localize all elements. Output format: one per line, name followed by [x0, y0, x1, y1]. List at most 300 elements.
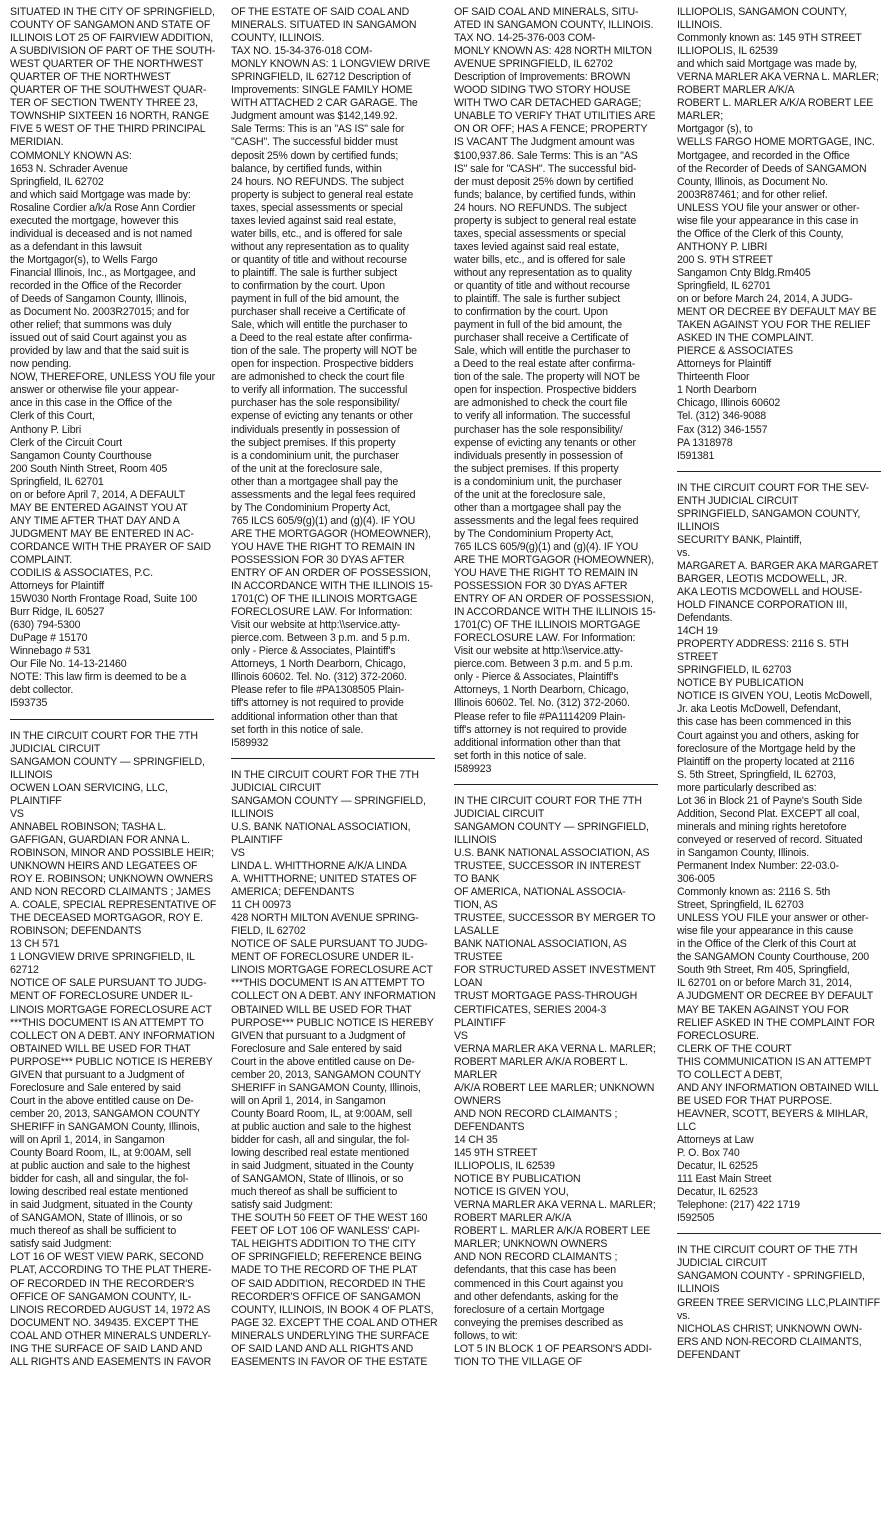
notice-line: Attorneys at Law: [677, 1133, 754, 1146]
notice-line: 15W030 North Frontage Road, Suite 100: [10, 593, 198, 606]
notice-line: of SANGAMON, State of Illinois, or so: [10, 1212, 183, 1225]
notice-line: and which said Mortgage was made by:: [10, 188, 191, 201]
notice-line: additional information other than that: [454, 736, 621, 749]
notice-line: ANY TIME AFTER THAT DAY AND A: [10, 514, 180, 527]
notice-line: VERNA MARLER AKA VERNA L. MARLER;: [677, 71, 879, 84]
notice-line: Description of Improvements: BROWN: [454, 71, 631, 84]
notice-line: pierce.com. Between 3 p.m. and 5 p.m.: [231, 632, 410, 645]
notice-line: PLAINTIFF: [231, 833, 283, 846]
notice-line: purchaser has the sole responsibility/: [454, 423, 623, 436]
notice-line: QUARTER OF THE NORTHWEST: [10, 71, 171, 84]
notice-line: UNLESS YOU file your answer or other-: [677, 201, 860, 214]
notice-line: UNLESS YOU FILE your answer or other-: [677, 912, 869, 925]
notice-line: of the Recorder of Deeds of SANGAMON: [677, 162, 867, 175]
notice-line: Tel. (312) 346-9088: [677, 410, 767, 423]
notice-line: taxes, special assessments or special: [454, 227, 626, 240]
notice-line: OF RECORDED IN THE RECORDER'S: [10, 1277, 195, 1290]
notice-line: SHERIFF in SANGAMON County, Illinois,: [231, 1081, 421, 1094]
notice-line: answer or otherwise file your appear-: [10, 384, 179, 397]
notice-line: LINDA L. WHITTHORNE A/K/A LINDA: [231, 860, 407, 872]
notice-line: COLLECT ON A DEBT. ANY INFORMATION: [10, 1029, 215, 1042]
notice-line: purchaser shall receive a Certificate of: [231, 306, 406, 319]
notice-line: bidder for cash, all and singular, the fol-: [231, 1133, 410, 1146]
notice-line: AND NON RECORD CLAIMANTS ;: [454, 1251, 618, 1264]
notice-line: LINOIS MORTGAGE FORECLOSURE ACT: [10, 1003, 212, 1016]
notice-line: OF SAID LAND AND ALL RIGHTS AND: [231, 1342, 414, 1355]
notice-line: ILLIOPOLIS, IL 62539: [454, 1160, 555, 1173]
notice-line: OF SAID COAL AND MINERALS, SITU-: [454, 6, 639, 18]
notice-line: GIVEN that pursuant to a Judgment of: [231, 1029, 406, 1042]
notice-line: tion of the sale. The property will NOT be: [231, 345, 417, 358]
notice-line: ENTRY OF AN ORDER OF POSSESSION,: [231, 567, 431, 580]
notice-line: Court against you and others, asking for: [677, 729, 859, 742]
notice-line: Telephone: (217) 422 1719: [677, 1199, 800, 1212]
notice-line: IN THE CIRCUIT COURT FOR THE 7TH: [10, 729, 198, 742]
notice-line: by The Condominium Property Act,: [454, 527, 614, 540]
notice-line: this case has been commenced in this: [677, 716, 852, 729]
notice-line: TION TO THE VILLAGE OF: [454, 1355, 582, 1368]
notice-line: THE DECEASED MORTGAGOR, ROY E.: [10, 912, 203, 925]
notice-line: Visit our website at http:\\service.atty-: [231, 619, 401, 632]
notice-line: FEET OF LOT 106 OF WANLESS' CAPI-: [231, 1225, 420, 1238]
notice-line: to verify all information. The successful: [454, 410, 631, 423]
notice-line: ING THE SURFACE OF SAID LAND AND: [10, 1342, 203, 1355]
notice-line: ON OR OFF; HAS A FENCE; PROPERTY: [454, 123, 648, 136]
notice-line: JUDGMENT MAY BE ENTERED IN AC-: [10, 527, 194, 540]
notice-line: AVENUE SPRINGFIELD, IL 62702: [454, 58, 613, 71]
notice-line: MAY BE TAKEN AGAINST YOU FOR: [677, 1003, 849, 1016]
notice-line: Defendants.: [677, 612, 733, 625]
notice-line: P. O. Box 740: [677, 1147, 740, 1160]
notice-line: I592505: [677, 1212, 715, 1225]
notice-line: A. COALE, SPECIAL REPRESENTATIVE OF: [10, 899, 216, 912]
notice-line: payment in full of the bid amount, the: [231, 293, 400, 306]
notice-line: the subject premises. If this property: [231, 436, 396, 449]
notice-line: Mortgagor (s), to: [677, 123, 753, 136]
notice-line: OWNERS: [454, 1094, 501, 1107]
notice-line: NOTICE BY PUBLICATION: [454, 1173, 581, 1186]
notice-line: deposit 25% down by certified funds;: [231, 149, 399, 162]
notice-line: IN THE CIRCUIT COURT FOR THE 7TH: [231, 768, 419, 781]
notice-line: in Sangamon County, Illinois.: [677, 846, 810, 859]
notice-line: (630) 794-5300: [10, 619, 81, 632]
notice-line: ILLINOIS LOT 25 OF FAIRVIEW ADDITION,: [10, 32, 214, 45]
notice-line: only - Pierce & Associates, Plaintiff's: [231, 645, 396, 658]
notice-line: LASALLE: [454, 925, 499, 938]
notice-line: ROBINSON; DEFENDANTS: [10, 925, 142, 938]
notice-line: OBTAINED WILL BE USED FOR THAT: [10, 1042, 191, 1055]
notice-line: Commonly known as: 145 9TH STREET: [677, 32, 862, 45]
notice-line: COUNTY, ILLINOIS.: [231, 32, 325, 45]
notice-line: RECORDER'S OFFICE OF SANGAMON: [231, 1290, 421, 1303]
notice-line: of SANGAMON, State of Illinois, or so: [231, 1173, 404, 1186]
notice-line: Sale Terms: This is an "AS IS" sale for: [231, 123, 405, 136]
notice-line: PA 1318978: [677, 436, 733, 449]
notice-line: water bills, etc., and is offered for sale: [231, 227, 403, 240]
notice-line: TRUSTEE, SUCCESSOR BY MERGER TO: [454, 912, 656, 925]
notice-line: TRUST MORTGAGE PASS-THROUGH: [454, 990, 638, 1003]
notice-line: balance, by certified funds, within: [231, 162, 382, 175]
notice-line: the SANGAMON County Courthouse, 200: [677, 951, 870, 964]
notice-line: DEFENDANTS: [454, 1120, 525, 1133]
notice-line: A. WHITTHORNE; UNITED STATES OF: [231, 873, 417, 886]
column-2: [231, 6, 437, 1530]
notice-line: is a condominium unit, the purchaser: [454, 475, 622, 488]
notice-line: will on April 1, 2014, in Sangamon: [10, 1133, 165, 1146]
notice-line: ILLINOIS: [10, 768, 53, 781]
notice-line: Court in the above entitled cause on De-: [231, 1055, 415, 1068]
notice-line: SPRINGFIELD, SANGAMON COUNTY,: [677, 507, 861, 520]
notice-line: 1653 N. Schrader Avenue: [10, 162, 128, 175]
notice-line: debt collector.: [10, 684, 74, 697]
notice-line: open for inspection. Prospective bidders: [454, 384, 637, 397]
notice-line: foreclosure of the Mortgage held by the: [677, 742, 856, 755]
notice-line: der must deposit 25% down by certified: [454, 175, 634, 188]
notice-line: YOU HAVE THE RIGHT TO REMAIN IN: [454, 567, 638, 580]
notice-line: LINOIS MORTGAGE FORECLOSURE ACT: [231, 964, 433, 977]
notice-line: LLC: [677, 1120, 696, 1133]
notice-line: STREET: [677, 651, 718, 664]
notice-line: vs.: [677, 546, 691, 559]
notice-line: BANK NATIONAL ASSOCIATION, AS: [454, 938, 627, 951]
notice-line: on or before March 24, 2014, A JUDG-: [677, 293, 853, 306]
notice-line: minerals and mining rights heretofore: [677, 820, 847, 833]
notice-line: 765 ILCS 605/9(g)(1) and (g)(4). IF YOU: [231, 514, 416, 527]
notice-line: TO COLLECT A DEBT,: [677, 1068, 783, 1081]
notice-line: provided by law and that the said suit is: [10, 345, 189, 358]
notice-line: taxes, special assessments or special: [231, 201, 403, 214]
notice-line: foreclosure of a certain Mortgage: [454, 1303, 605, 1316]
notice-line: 765 ILCS 605/9(g)(1) and (g)(4). IF YOU: [454, 540, 639, 553]
notice-line: POSSESSION FOR 30 DYAS AFTER: [454, 580, 628, 593]
notice-line: QUARTER OF THE SOUTHWEST QUAR-: [10, 84, 207, 97]
legal-notice: [454, 795, 660, 1369]
notice-line: property is subject to general real estate: [231, 188, 414, 201]
notice-line: 14 CH 35: [454, 1133, 498, 1146]
notice-line: WEST QUARTER OF THE NORTHWEST: [10, 58, 204, 71]
notice-line: SANGAMON COUNTY — SPRINGFIELD,: [10, 755, 205, 768]
notice-line: DEFENDANT: [677, 1348, 741, 1361]
notice-line: NOTICE IS GIVEN YOU,: [454, 1186, 569, 1199]
notice-line: MAY BE ENTERED AGAINST YOU AT: [10, 501, 188, 514]
notice-line: wise file your appearance in this case in: [677, 214, 859, 227]
legal-notice: [677, 482, 883, 1226]
notice-line: Please refer to file #PA1114209 Plain-: [454, 710, 626, 723]
notice-line: 1 LONGVIEW DRIVE SPRINGFIELD, IL: [10, 951, 195, 964]
notice-line: follows, to wit:: [454, 1329, 518, 1342]
notice-line: ROBERT MARLER A/K/A: [677, 84, 795, 97]
notice-line: as Document No. 2003R27015; and for: [10, 306, 190, 319]
notice-line: OF SAID ADDITION, RECORDED IN THE: [231, 1277, 426, 1290]
notice-line: much thereof as shall be sufficient to: [10, 1225, 177, 1238]
notice-line: Sale, which will entitle the purchaser to: [454, 345, 631, 358]
notice-line: Addition, Second Plat. EXCEPT all coal,: [677, 807, 860, 820]
notice-line: assessments and the legal fees required: [231, 488, 416, 501]
notice-line: DuPage # 15170: [10, 632, 88, 645]
notice-line: Street, Springfield, IL 62703: [677, 899, 804, 912]
notice-divider: [10, 719, 214, 720]
notice-line: U.S. BANK NATIONAL ASSOCIATION, AS: [454, 846, 650, 859]
notice-line: TAL HEIGHTS ADDITION TO THE CITY: [231, 1238, 416, 1251]
notice-line: Attorneys for Plaintiff: [10, 580, 105, 593]
notice-line: JUDICIAL CIRCUIT: [231, 781, 322, 794]
notice-line: and which said Mortgage was made by,: [677, 58, 857, 71]
notice-line: COUNTY OF SANGAMON AND STATE OF: [10, 19, 211, 32]
notice-line: WITH ATTACHED 2 CAR GARAGE. The: [231, 97, 418, 110]
notice-line: Attorneys, 1 North Dearborn, Chicago,: [454, 684, 629, 697]
notice-line: NICHOLAS CHRIST; UNKNOWN OWN-: [677, 1322, 863, 1335]
notice-line: lowing described real estate mentioned: [10, 1186, 189, 1199]
notice-line: Please refer to file #PA1308505 Plain-: [231, 684, 405, 697]
notice-line: ILLINOIS: [454, 833, 497, 846]
notice-line: Improvements: SINGLE FAMILY HOME: [231, 84, 413, 97]
notice-line: of the unit at the foreclosure sale,: [231, 462, 383, 475]
notice-line: by The Condominium Property Act,: [231, 501, 391, 514]
notice-line: Attorneys, 1 North Dearborn, Chicago,: [231, 658, 406, 671]
notice-line: to verify all information. The successful: [231, 384, 408, 397]
notice-line: IS VACANT The Judgment amount was: [454, 136, 635, 149]
notice-line: Thirteenth Floor: [677, 371, 750, 384]
notice-line: payment in full of the bid amount, the: [454, 319, 623, 332]
notice-line: Clerk of this Court,: [10, 410, 95, 423]
notice-line: Sale, which will entitle the purchaser to: [231, 319, 408, 332]
notice-line: "CASH". The successful bidder must: [231, 136, 398, 149]
notice-line: Our File No. 14-13-21460: [10, 658, 127, 671]
notice-line: IN THE CIRCUIT COURT FOR THE SEV-: [677, 481, 869, 494]
notice-line: JUDICIAL CIRCUIT: [10, 742, 101, 755]
notice-line: 11 CH 00973: [231, 899, 291, 912]
notice-line: Attorneys for Plaintiff: [677, 358, 772, 371]
notice-line: tiff's attorney is not required to provide: [231, 697, 404, 710]
notice-line: ARE THE MORTGAGOR (HOMEOWNER),: [454, 553, 654, 566]
notice-line: FOR STRUCTURED ASSET INVESTMENT: [454, 964, 656, 977]
notice-line: in the Office of the Clerk of this Court at: [677, 938, 856, 951]
notice-line: at public auction and sale to the highest: [231, 1120, 411, 1133]
notice-line: SPRINGFIELD, IL 62703: [677, 664, 792, 677]
notice-line: County Board Room, IL, at 9:00AM, sell: [231, 1107, 412, 1120]
notice-line: U.S. BANK NATIONAL ASSOCIATION,: [231, 820, 411, 833]
notice-line: tiff's attorney is not required to provide: [454, 723, 627, 736]
notice-line: pierce.com. Between 3 p.m. and 5 p.m.: [454, 658, 633, 671]
notice-line: at public auction and sale to the highest: [10, 1160, 190, 1173]
notice-line: ERS AND NON-RECORD CLAIMANTS,: [677, 1335, 862, 1348]
notice-line: funds; balance, by certified funds, within: [454, 188, 636, 201]
notice-line: MONLY KNOWN AS: 1 LONGVIEW DRIVE: [231, 58, 431, 71]
column-1: [10, 6, 216, 1530]
notice-line: FIVE 5 WEST OF THE THIRD PRINCIPAL: [10, 123, 206, 136]
notice-line: VS: [10, 807, 24, 820]
notice-line: OF THE ESTATE OF SAID COAL AND: [231, 6, 410, 18]
notice-line: TRUSTEE: [454, 951, 503, 964]
notice-line: a Deed to the real estate after confirma-: [231, 332, 413, 345]
column-3: [454, 6, 660, 1530]
notice-line: AND NON RECORD CLAIMANTS ;: [454, 1107, 618, 1120]
notice-line: COLLECT ON A DEBT. ANY INFORMATION: [231, 990, 436, 1003]
notice-line: OBTAINED WILL BE USED FOR THAT: [231, 1003, 412, 1016]
notice-line: GREEN TREE SERVICING LLC,PLAINTIFF: [677, 1296, 880, 1309]
notice-line: 24 hours. NO REFUNDS. The subject: [231, 175, 404, 188]
notice-line: AMERICA; DEFENDANTS: [231, 886, 355, 899]
notice-line: open for inspection. Prospective bidders: [231, 358, 414, 371]
notice-line: Illinois 60602. Tel. No. (312) 372-2060.: [454, 697, 630, 710]
notice-line: Judgment amount was $142,149.92.: [231, 110, 398, 123]
notice-line: TION, AS: [454, 899, 498, 912]
notice-line: only - Pierce & Associates, Plaintiff's: [454, 671, 619, 684]
notice-line: Court in the above entitled cause on De-: [10, 1094, 194, 1107]
notice-line: ANTHONY P. LIBRI: [677, 240, 768, 253]
notice-line: without any representation as to quality: [231, 240, 409, 253]
notice-line: EASEMENTS IN FAVOR OF THE ESTATE: [231, 1355, 428, 1368]
notice-line: set forth in this notice of sale.: [454, 749, 587, 762]
notice-line: FORECLOSURE.: [677, 1029, 759, 1042]
notice-line: recorded in the Office of the Recorder: [10, 279, 182, 292]
notice-line: JUDICIAL CIRCUIT: [454, 807, 545, 820]
notice-line: I589932: [231, 736, 269, 749]
notice-line: YOU HAVE THE RIGHT TO REMAIN IN: [231, 540, 415, 553]
notice-line: 13 CH 571: [10, 938, 60, 951]
notice-line: Visit our website at http:\\service.atty-: [454, 645, 624, 658]
notice-line: VERNA MARLER AKA VERNA L. MARLER;: [454, 1042, 656, 1055]
notice-line: ASKED IN THE COMPLAINT.: [677, 332, 814, 345]
notice-line: is a condominium unit, the purchaser: [231, 449, 399, 462]
notice-line: MERIDIAN.: [10, 136, 64, 149]
notice-line: 2003R87461; and for other relief.: [677, 188, 828, 201]
notice-line: ILLIOPOLIS, IL 62539: [677, 45, 778, 58]
notice-line: Financial Illinois, Inc., as Mortgagee, and: [10, 266, 196, 279]
notice-line: Sangamon County Courthouse: [10, 449, 152, 462]
legal-notice: [10, 6, 216, 711]
notice-line: purchaser shall receive a Certificate of: [454, 332, 629, 345]
notice-line: to plaintiff. The sale is further subject: [454, 293, 620, 306]
notice-line: TRUSTEE, SUCCESSOR IN INTEREST: [454, 860, 641, 872]
notice-line: SANGAMON COUNTY — SPRINGFIELD,: [231, 794, 426, 807]
notice-line: ROBERT MARLER A/K/A: [454, 1212, 572, 1225]
notice-line: WITH TWO CAR DETACHED GARAGE;: [454, 97, 642, 110]
notice-line: PAGE 32. EXCEPT THE COAL AND OTHER: [231, 1316, 437, 1329]
notice-line: MONLY KNOWN AS: 428 NORTH MILTON: [454, 45, 652, 58]
notice-line: Decatur, IL 62523: [677, 1186, 758, 1199]
notice-line: FORECLOSURE LAW. For Information:: [454, 632, 636, 645]
notice-line: conveyed or reserved of record. Situated: [677, 833, 863, 846]
notice-line: SANGAMON COUNTY — SPRINGFIELD,: [454, 820, 649, 833]
notice-line: without any representation as to quality: [454, 266, 632, 279]
notice-line: PROPERTY ADDRESS: 2116 S. 5TH: [677, 638, 849, 651]
notice-line: Springfield, IL 62701: [10, 475, 104, 488]
notice-line: OCWEN LOAN SERVICING, LLC,: [10, 781, 168, 794]
notice-line: CLERK OF THE COURT: [677, 1042, 792, 1055]
notice-line: TAX NO. 14-25-376-003 COM-: [454, 32, 596, 45]
notice-line: Foreclosure and Sale entered by said: [10, 1081, 181, 1094]
notice-line: ***THIS DOCUMENT IS AN ATTEMPT TO: [10, 1016, 204, 1029]
notice-line: LOAN: [454, 977, 483, 990]
notice-line: MENT OF FORECLOSURE UNDER IL-: [231, 951, 414, 964]
notice-line: 1701(C) OF THE ILLINOIS MORTGAGE: [231, 593, 418, 606]
notice-line: IS" sale for "CASH". The successful bid-: [454, 162, 637, 175]
notice-line: OF AMERICA, NATIONAL ASSOCIA-: [454, 886, 626, 899]
notice-line: Springfield, IL 62702: [10, 175, 104, 188]
notice-line: Clerk of the Circuit Court: [10, 436, 123, 449]
notice-line: Jr. aka Leotis McDowell, Defendant,: [677, 703, 841, 716]
notice-line: ROBERT MARLER A/K/A ROBERT L.: [454, 1055, 628, 1068]
column-4: [677, 6, 883, 1530]
notice-line: are admonished to check the court file: [231, 371, 405, 384]
notice-line: of Deeds of Sangamon County, Illinois,: [10, 293, 187, 306]
notice-line: ATED IN SANGAMON COUNTY, ILLINOIS.: [454, 19, 654, 32]
notice-line: Decatur, IL 62525: [677, 1160, 758, 1173]
notice-line: ENTH JUDICIAL CIRCUIT: [677, 494, 799, 507]
notice-line: other relief; that summons was duly: [10, 319, 172, 332]
notice-line: ROY E. ROBINSON; UNKNOWN OWNERS: [10, 873, 213, 886]
notice-line: LOT 16 OF WEST VIEW PARK, SECOND: [10, 1251, 204, 1264]
notice-divider: [454, 784, 658, 785]
notice-line: NOTICE IS GIVEN YOU, Leotis McDowell,: [677, 690, 872, 703]
notice-line: in said Judgment, situated in the County: [231, 1160, 414, 1173]
notice-line: DOCUMENT NO. 349435. EXCEPT THE: [10, 1316, 199, 1329]
notice-line: COUNTY, ILLINOIS, IN BOOK 4 OF PLATS,: [231, 1303, 434, 1316]
notice-line: I589923: [454, 762, 492, 775]
notice-line: LOT 5 IN BLOCK 1 OF PEARSON'S ADDI-: [454, 1342, 652, 1355]
notice-line: CERTIFICATES, SERIES 2004-3: [454, 1003, 607, 1016]
notice-line: individuals presently in possession of: [231, 423, 400, 436]
notice-line: A SUBDIVISION OF PART OF THE SOUTH-: [10, 45, 216, 58]
notice-line: ILLINOIS: [231, 807, 274, 820]
notice-line: defendants, that this case has been: [454, 1264, 617, 1277]
notice-divider: [677, 471, 881, 472]
notice-line: FIELD, IL 62702: [231, 925, 306, 938]
notice-line: ILLINOIS.: [677, 19, 723, 32]
notice-line: COMMONLY KNOWN AS:: [10, 149, 132, 162]
notice-line: 428 NORTH MILTON AVENUE SPRING-: [231, 912, 419, 925]
notice-line: COMPLAINT.: [10, 553, 73, 566]
notice-line: VS: [231, 846, 245, 859]
notice-line: MARLER: [454, 1068, 498, 1081]
notice-line: Burr Ridge, IL 60527: [10, 606, 105, 619]
notice-line: ARE THE MORTGAGOR (HOMEOWNER),: [231, 527, 431, 540]
notice-line: PURPOSE*** PUBLIC NOTICE IS HEREBY: [231, 1016, 434, 1029]
notice-line: 1701(C) OF THE ILLINOIS MORTGAGE: [454, 619, 641, 632]
notice-line: bidder for cash, all and singular, the fol-: [10, 1173, 189, 1186]
notice-line: or quantity of title and without recourse: [231, 253, 407, 266]
notice-line: A/K/A ROBERT LEE MARLER; UNKNOWN: [454, 1081, 655, 1094]
notice-line: PLAINTIFF: [10, 794, 62, 807]
notice-line: 145 9TH STREET: [454, 1147, 538, 1160]
notice-line: UNABLE TO VERIFY THAT UTILITIES ARE: [454, 110, 656, 123]
notice-line: IN THE CIRCUIT COURT FOR THE 7TH: [454, 794, 642, 807]
notice-line: taxes levied against said real estate,: [454, 240, 620, 253]
notice-line: additional information other than that: [231, 710, 398, 723]
notice-divider: [231, 758, 435, 759]
notice-line: other than a mortgagee shall pay the: [231, 475, 399, 488]
notice-line: Lot 36 in Block 21 of Payne's South Side: [677, 794, 863, 807]
notice-line: 111 East Main Street: [677, 1173, 772, 1186]
notice-line: Illinois 60602. Tel. No. (312) 372-2060.: [231, 671, 407, 684]
notice-line: JUDICIAL CIRCUIT: [677, 1257, 768, 1270]
notice-line: POSSESSION FOR 30 DYAS AFTER: [231, 553, 405, 566]
notice-line: SPRINGFIELD, IL 62712 Description of: [231, 71, 411, 84]
notice-line: SHERIFF in SANGAMON County, Illinois,: [10, 1120, 200, 1133]
notice-line: S. 5th Street, Springfield, IL 62703,: [677, 768, 836, 781]
notice-line: TOWNSHIP SIXTEEN 16 NORTH, RANGE: [10, 110, 209, 123]
notice-line: FORECLOSURE LAW. For Information:: [231, 606, 413, 619]
notice-line: IN ACCORDANCE WITH THE ILLINOIS 15-: [454, 606, 656, 619]
notice-line: conveying the premises described as: [454, 1316, 624, 1329]
notice-line: executed the mortgage, however this: [10, 214, 179, 227]
notice-line: NOW, THEREFORE, UNLESS YOU file your: [10, 371, 215, 384]
notice-line: WELLS FARGO HOME MORTGAGE, INC.: [677, 136, 875, 149]
notice-line: ***THIS DOCUMENT IS AN ATTEMPT TO: [231, 977, 425, 990]
notice-line: expense of evicting any tenants or other: [454, 436, 636, 449]
notice-line: much thereof as shall be sufficient to: [231, 1186, 398, 1199]
